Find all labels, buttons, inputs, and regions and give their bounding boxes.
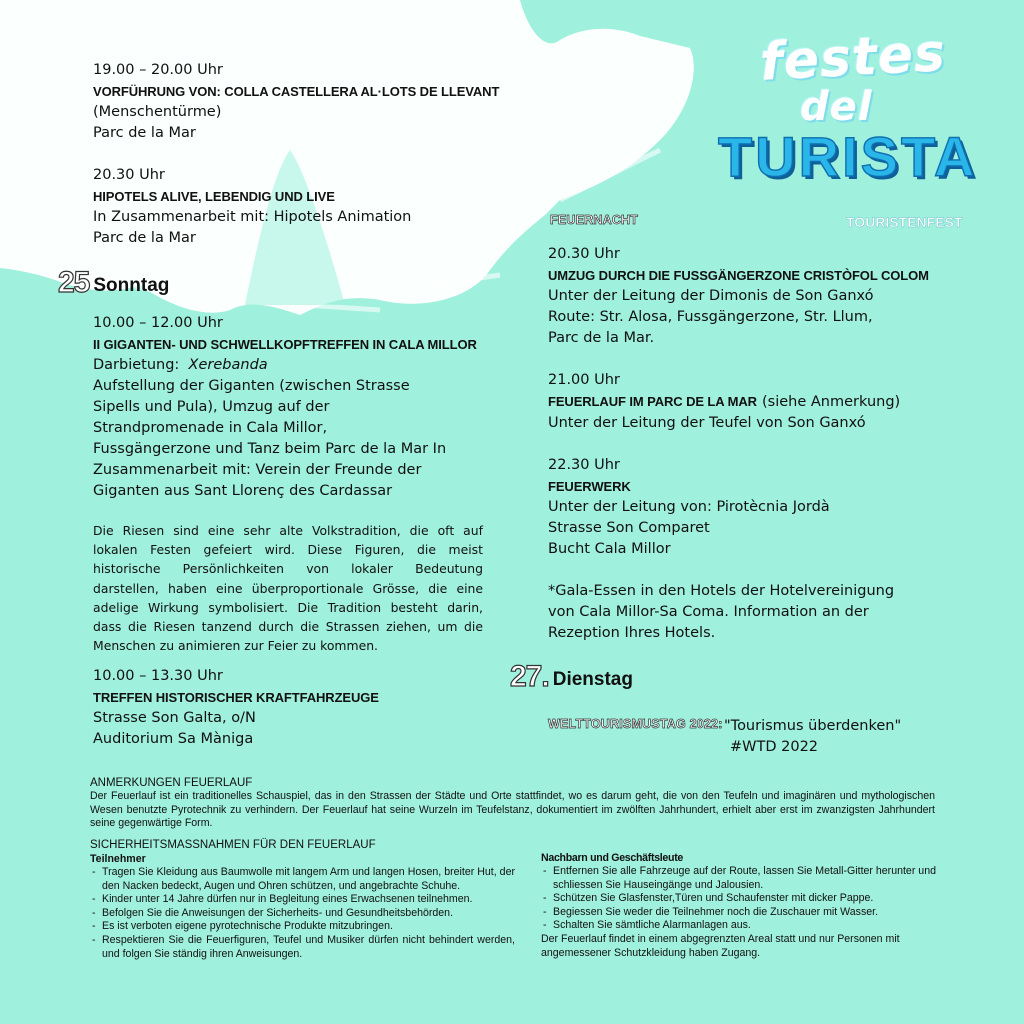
safety-right [541,851,936,960]
participants-heading: Teilnehmer [90,853,146,865]
logo-turista: TURISTA [718,125,978,188]
notes-intro: Der Feuerlauf ist ein traditionelles Schauspiel, das in den Strassen der Städte und Orte stattfindet, wo es darum geht, die von den Teufeln und imaginären und mythologischen Wesen benutzte Pyrotechnik zu verhindern. Der Feuerlauf hat seine Wurzeln im Teufelstanz, dokumentiert im zwölften Jahrhundert, erhielt aber erst im zwanzigsten Jahrhundert seine gegenwärtige Form. [90,790,935,830]
event-title: VORFÜHRUNG VON: COLLA CASTELLERA AL·LOTS DE LLEVANT [93,84,500,99]
event-line: Aufstellung der Giganten (zwischen Strasse [93,378,410,394]
event-title: UMZUG DURCH DIE FUSSGÄNGERZONE CRISTÒFOL COLOM [548,268,929,283]
event-line: Giganten aus Sant Llorenç des Cardassar [93,483,393,499]
wtd-hashtag: #WTD 2022 [730,739,819,755]
paragraph-line: historische Persönlichkeiten von lokaler Bedeutung [93,561,483,577]
list-item: - Entfernen Sie alle Fahrzeuge auf der Route, lassen Sie Metall-Gitter herunter und schliessen Sie Hauseingänge und Jalousien. [541,865,936,892]
left-column [93,60,513,249]
event-location: Auditorium Sa Màniga [93,731,254,747]
logo-festes: festes [758,23,948,93]
list-item: - Befolgen Sie die Anweisungen der Sicherheits- und Gesundheitsbehörden. [90,907,515,921]
day-number: 27. [510,660,549,693]
safety-left [90,838,515,961]
event-time: 20.30 Uhr [548,246,620,262]
event-time: 19.00 – 20.00 Uhr [93,62,223,78]
event-line: Parc de la Mar. [548,330,655,346]
event-line: Unter der Leitung der Dimonis de Son Ganxó [548,288,874,304]
event-title-row [548,391,968,413]
wtd-motto: "Tourismus überdenken" [724,718,902,734]
wtd-label: WELTTOURISMUSTAG 2022: [548,717,723,731]
day-heading-27 [510,660,633,694]
event-line: Fussgängerzone und Tanz beim Parc de la Mar In [93,441,447,457]
day-name: Dienstag [552,669,633,690]
paragraph-line: darstellen, haben eine überproportionale Grösse, die eine [93,580,483,596]
gala-note-line: Rezeption Ihres Hotels. [548,625,716,641]
feuernacht-label: FEUERNACHT [550,213,639,227]
day-name: Sonntag [93,275,170,296]
event-title: FEUERWERK [548,479,631,494]
giganten-paragraph [93,521,483,655]
performance-value: Xerebanda [188,357,268,373]
event-line: Strandpromenade in Cala Millor, [93,420,328,436]
list-item: - Kinder unter 14 Jahre dürfen nur in Begleitung eines Erwachsenen teilnehmen. [90,893,515,907]
paragraph-line: Menschen zu animieren zur Feier zu kommen. [93,638,378,654]
gala-note-line: *Gala-Essen in den Hotels der Hotelvereinigung [548,583,895,599]
notes-section [90,776,935,831]
event-title: FEUERLAUF IM PARC DE LA MAR [548,394,757,409]
list-item: - Tragen Sie Kleidung aus Baumwolle mit langem Arm und langen Hosen, breiter Hut, der den Nacken bedeckt, Augen und Ohren schützen, und angebrachte Schuhe. [90,866,515,893]
notes-heading: ANMERKUNGEN FEUERLAUF [90,777,253,789]
event-location: Parc de la Mar [93,230,196,246]
event-time: 10.00 – 12.00 Uhr [93,315,223,331]
event-line: Unter der Leitung der Teufel von Son Ganxó [548,415,866,431]
right-column [548,244,968,644]
event-time: 10.00 – 13.30 Uhr [93,668,223,684]
event-title: II GIGANTEN- UND SCHWELLKOPFTREFFEN IN CALA MILLOR [93,337,477,352]
list-item: - Begiessen Sie weder die Teilnehmer noch die Zuschauer mit Wasser. [541,906,936,920]
event-title: TREFFEN HISTORISCHER KRAFTFAHRZEUGE [93,690,379,705]
neighbours-list [541,865,936,933]
event-line: Route: Str. Alosa, Fussgängerzone, Str. Llum, [548,309,873,325]
event-location: Strasse Son Galta, o/N [93,710,256,726]
event-detail: In Zusammenarbeit mit: Hipotels Animation [93,209,412,225]
notes-closing: Der Feuerlauf findet in einem abgegrenzten Areal statt und nur Personen mit angemessener Schutzkleidung haben Zugang. [541,932,900,959]
event-performance [93,355,488,376]
event-line: Strasse Son Comparet [548,520,710,536]
event-title: HIPOTELS ALIVE, LEBENDIG UND LIVE [93,189,335,204]
neighbours-heading: Nachbarn und Geschäftsleute [541,852,684,864]
logo-subtitle: TOURISTENFEST [846,214,963,230]
day-number: 25 [58,266,90,299]
event-time: 20.30 Uhr [93,167,165,183]
paragraph-line: lokalen Festen gefeiert wird. Diese Figuren, die meist [93,542,483,558]
event-line: Unter der Leitung von: Pirotècnia Jordà [548,499,830,515]
event-time: 21.00 Uhr [548,372,620,388]
event-title-note: (siehe Anmerkung) [762,394,901,410]
paragraph-line: Die Riesen sind eine sehr alte Volkstradition, die oft auf [93,523,483,538]
list-item: - Schalten Sie sämtliche Alarmanlagen aus. [541,919,936,933]
giganten-section [93,313,488,655]
day-heading-25 [58,266,169,300]
oldtimer-section [93,666,493,750]
participants-list [90,866,515,961]
event-line: Bucht Cala Millor [548,541,671,557]
event-line: Sipells und Pula), Umzug auf der [93,399,330,415]
list-item: - Respektieren Sie die Feuerfiguren, Teufel und Musiker dürfen nicht behindert werden, und folgen Sie ständig ihren Anweisungen. [90,934,515,961]
paragraph-line: dass die Riesen tanzend durch die Strassen ziehen, um die [93,619,483,635]
paragraph-line: adelige Wirkung symbolisiert. Die Tradition besteht darin, [93,599,483,615]
safety-heading: SICHERHEITSMASSNAHMEN FÜR DEN FEUERLAUF [90,839,376,851]
event-line: Zusammenarbeit mit: Verein der Freunde der [93,462,422,478]
event-time: 22.30 Uhr [548,457,620,473]
performance-label: Darbietung: [93,357,180,373]
event-location: Parc de la Mar [93,125,196,141]
gala-note-line: von Cala Millor-Sa Coma. Information an der [548,604,869,620]
list-item: - Es ist verboten eigene pyrotechnische Produkte mitzubringen. [90,920,515,934]
list-item: - Schützen Sie Glasfenster,Türen und Schaufenster mit dicker Pappe. [541,892,936,906]
event-detail: (Menschentürme) [93,104,222,120]
logo-del: del [800,84,873,130]
